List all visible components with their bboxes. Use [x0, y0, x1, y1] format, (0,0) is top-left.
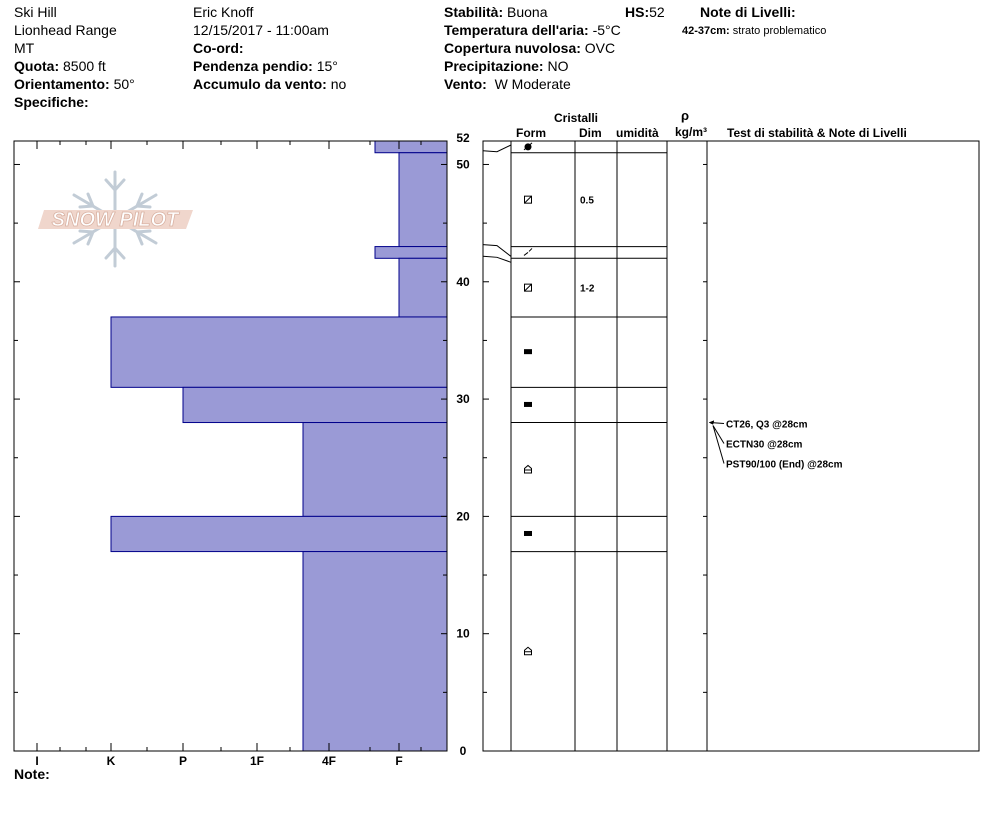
- hardness-bar: [183, 387, 447, 422]
- rho-header: ρ: [681, 108, 690, 123]
- moisture-header: umidità: [616, 126, 659, 140]
- snow-height: HS:52: [625, 4, 665, 20]
- test-pointer-line: [713, 426, 724, 444]
- crystal-size-label: 1-2: [580, 283, 595, 295]
- depth-tick-label: 50: [456, 157, 470, 172]
- snow-pilot-logo-text: SNOW PILOT: [51, 209, 179, 231]
- faceted-rounded-icon: [525, 284, 532, 291]
- aspect: Orientamento: 50°: [14, 76, 135, 92]
- hardness-bar: [399, 153, 447, 247]
- hardness-tick-label: K: [106, 754, 116, 768]
- depth-tick-label: 20: [456, 509, 470, 524]
- hardness-tick-label: 4F: [321, 754, 337, 768]
- state: MT: [14, 40, 35, 56]
- stability-test-label: CT26, Q3 @28cm: [726, 419, 808, 431]
- location: Ski Hill: [14, 4, 57, 20]
- stability-test-label: PST90/100 (End) @28cm: [726, 459, 843, 471]
- depth-tick-label: 40: [456, 274, 470, 289]
- hardness-tick-label: I: [35, 754, 39, 768]
- hardness-bar: [303, 423, 447, 517]
- ice-formation-icon: [524, 531, 532, 536]
- notes-label: Note:: [14, 766, 50, 782]
- depth-hoar-icon: [525, 465, 532, 473]
- hardness-tick-label: F: [395, 754, 403, 768]
- hardness-bar: [111, 317, 447, 387]
- depth-tick-label: 0: [459, 744, 467, 758]
- density-unit-header: kg/m³: [675, 125, 708, 139]
- precipitation: Precipitazione: NO: [444, 58, 569, 74]
- hardness-bar: [399, 258, 447, 317]
- hardness-bar: [111, 516, 447, 551]
- range: Lionhead Range: [14, 22, 117, 38]
- hardness-tick-label: P: [178, 754, 188, 768]
- ice-formation-icon: [524, 402, 532, 407]
- elevation: Quota: 8500 ft: [14, 58, 106, 74]
- hardness-tick-label: 1F: [249, 754, 265, 768]
- depth-tick-label: 52: [456, 131, 470, 145]
- layer-connector: [483, 145, 511, 152]
- depth-tick-label: 10: [456, 626, 470, 641]
- air-temperature: Temperatura dell'aria: -5°C: [444, 22, 621, 38]
- ice-formation-icon: [524, 349, 532, 354]
- layer-notes-label: Note di Livelli:: [700, 4, 796, 20]
- hardness-bar: [303, 552, 447, 751]
- specifics-label: Specifiche:: [14, 94, 89, 110]
- test-pointer-arrow: [709, 421, 714, 425]
- coord-label: Co-ord:: [193, 40, 244, 56]
- surface-hoar-icon: [524, 248, 532, 255]
- layer-connector: [483, 256, 511, 262]
- depth-tick-label: 30: [456, 392, 470, 407]
- tests-header: Test di stabilità & Note di Livelli: [727, 126, 907, 140]
- crystals-header: Cristalli: [554, 111, 599, 125]
- wind-loading: Accumulo da vento: no: [193, 76, 347, 92]
- observer: Eric Knoff: [193, 4, 254, 20]
- hardness-bar: [375, 141, 447, 153]
- form-header: Form: [516, 126, 546, 140]
- wind: Vento: W Moderate: [444, 76, 571, 92]
- test-pointer-line: [713, 426, 724, 464]
- dim-header: Dim: [579, 126, 602, 140]
- snow-pilot-logo: [38, 209, 193, 231]
- hardness-bar: [375, 247, 447, 259]
- layer-connector: [483, 245, 511, 257]
- depth-hoar-icon: [525, 647, 532, 655]
- datetime: 12/15/2017 - 11:00am: [193, 22, 329, 38]
- faceted-rounded-icon: [525, 196, 532, 203]
- layer-note: 42-37cm: strato problematico: [682, 25, 827, 37]
- crystal-size-label: 0.5: [580, 195, 594, 207]
- stability: Stabilità: Buona: [444, 4, 548, 20]
- slope: Pendenza pendio: 15°: [193, 58, 338, 74]
- sky-cover: Copertura nuvolosa: OVC: [444, 40, 616, 56]
- stability-test-label: ECTN30 @28cm: [726, 439, 803, 451]
